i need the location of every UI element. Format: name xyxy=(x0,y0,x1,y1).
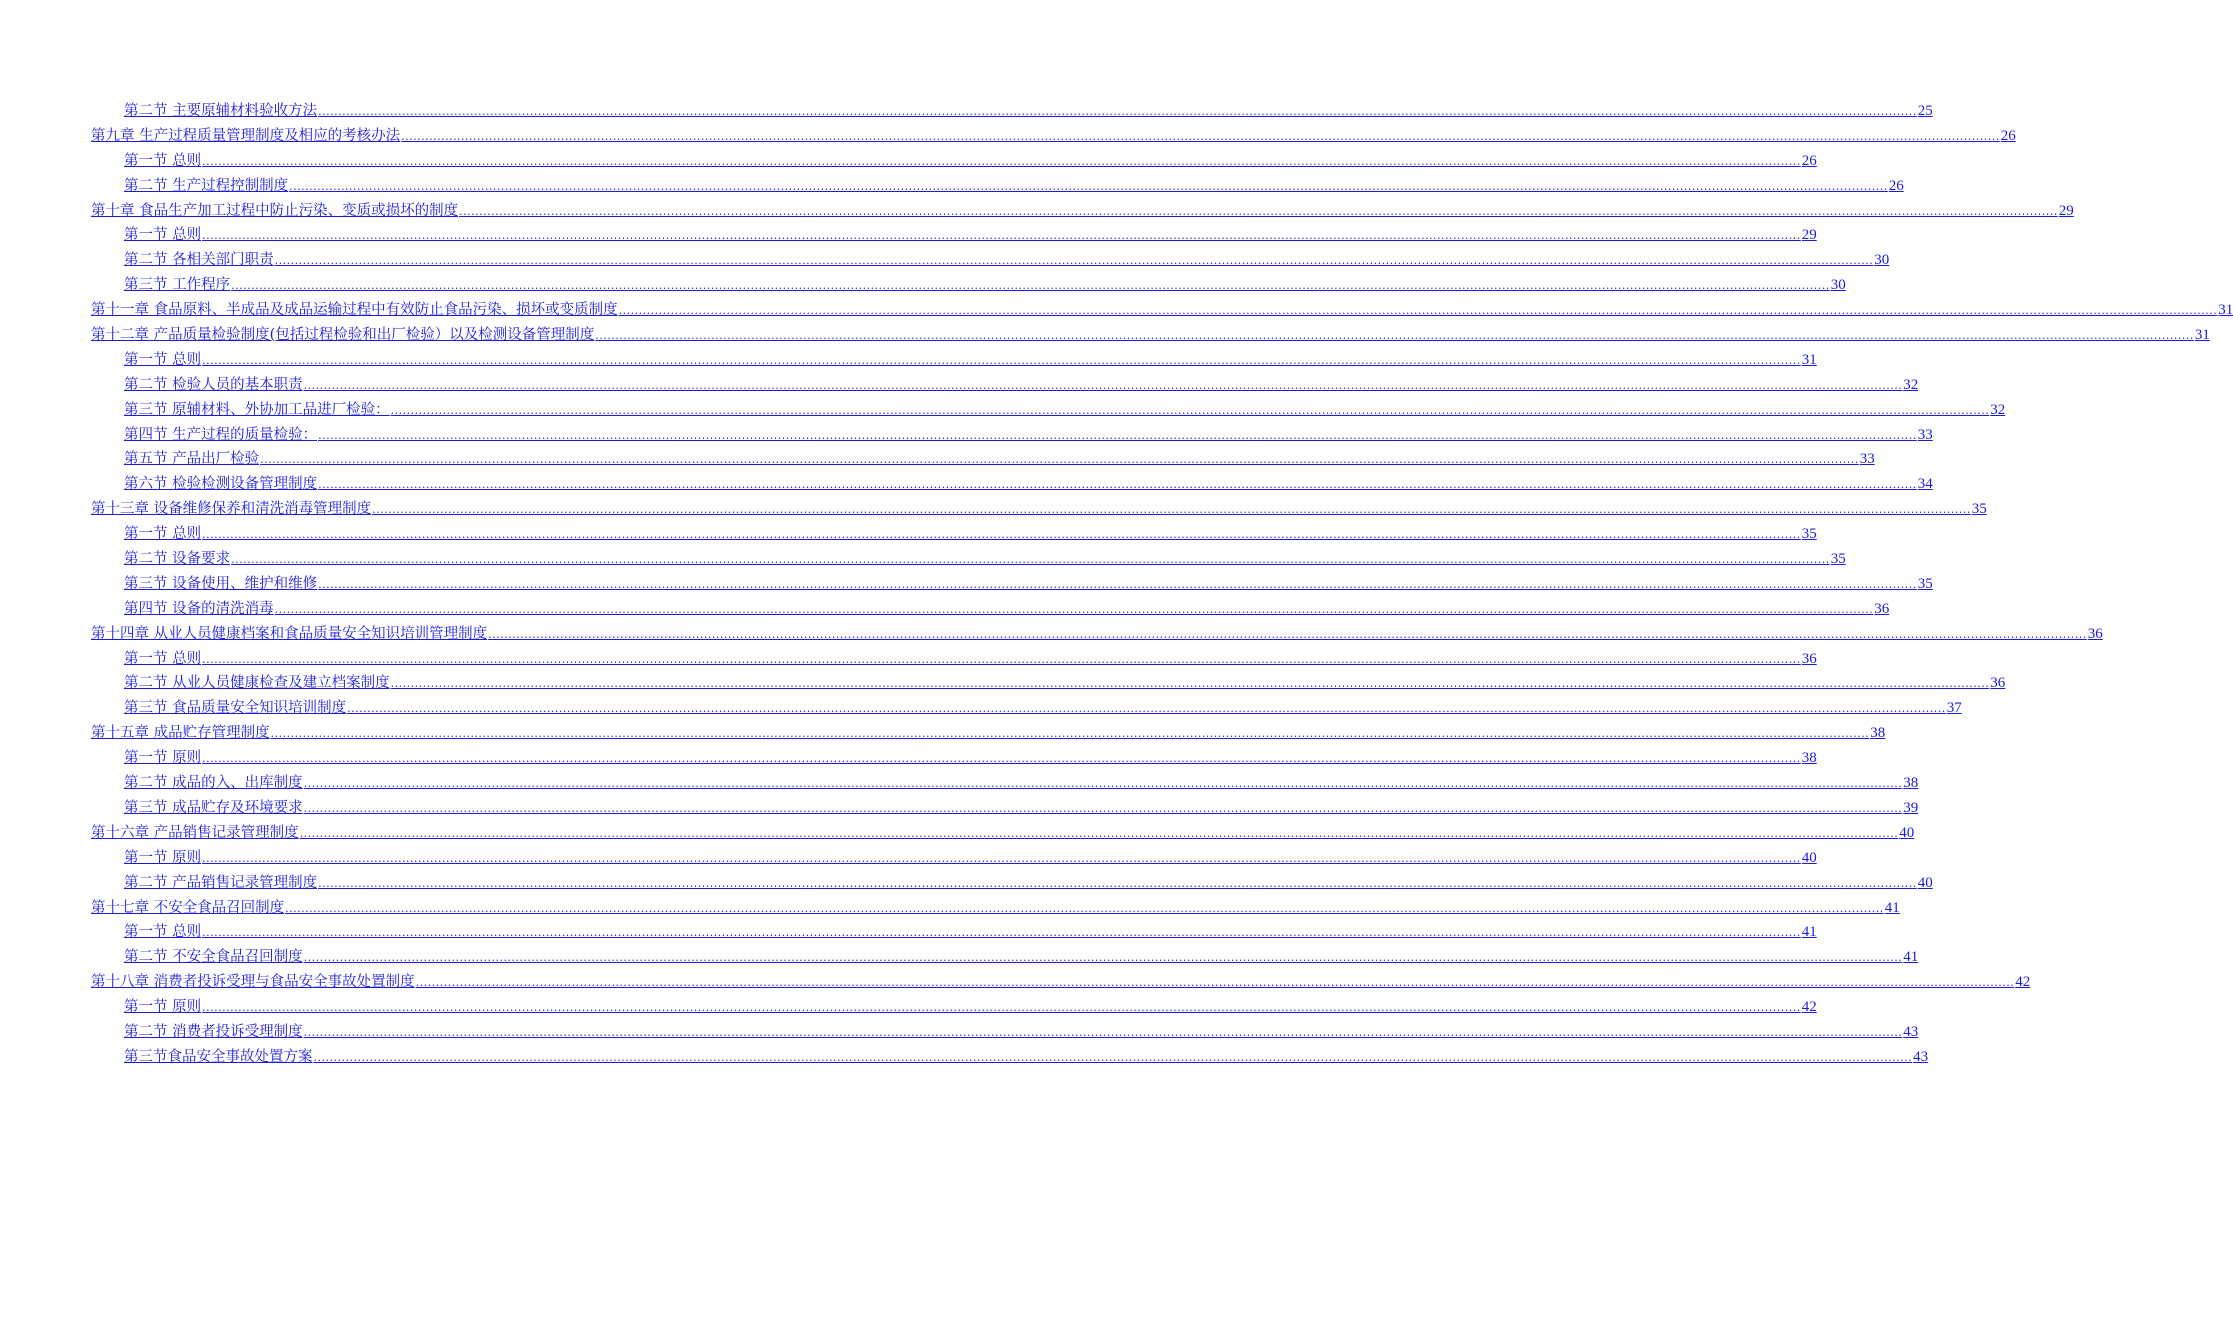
toc-dot-leader: ................................................................................................................................................................................................................................................................................................................................................................................................................ xyxy=(459,204,2058,218)
toc-page-number: 33 xyxy=(1917,426,1933,443)
toc-section-link[interactable] xyxy=(91,871,1933,896)
toc-dot-leader: ................................................................................................................................................................................................................................................................................................................................................................................................................ xyxy=(318,105,1917,118)
toc-page-number: 36 xyxy=(1801,650,1817,667)
toc-entry-title: 第十七章 不安全食品召回制度 xyxy=(91,899,285,916)
toc-dot-leader: ................................................................................................................................................................................................................................................................................................................................................................................................................ xyxy=(415,976,2015,990)
toc-dot-leader: ................................................................................................................................................................................................................................................................................................................................................................................................................ xyxy=(303,777,1903,791)
toc-section-link[interactable] xyxy=(91,746,1817,771)
toc-entry-title: 第三节 工作程序 xyxy=(124,277,231,294)
toc-dot-leader: ................................................................................................................................................................................................................................................................................................................................................................................................................ xyxy=(202,528,1801,542)
toc-section-link[interactable] xyxy=(91,1020,1919,1045)
toc-section-link[interactable] xyxy=(91,1045,1929,1070)
toc-entry-title: 第二节 各相关部门职责 xyxy=(124,252,274,269)
toc-section-link[interactable] xyxy=(91,99,1933,124)
toc-page-number: 35 xyxy=(1830,551,1846,568)
toc-entry-title: 第五节 产品出厂检验 xyxy=(124,451,260,468)
toc-page-number: 40 xyxy=(1917,874,1933,891)
toc-dot-leader: ................................................................................................................................................................................................................................................................................................................................................................................................................ xyxy=(202,851,1801,865)
toc-dot-leader: ................................................................................................................................................................................................................................................................................................................................................................................................................ xyxy=(231,279,1830,293)
toc-page-number: 26 xyxy=(2000,127,2016,144)
toc-dot-leader: ................................................................................................................................................................................................................................................................................................................................................................................................................ xyxy=(202,752,1801,766)
toc-chapter-link[interactable] xyxy=(91,622,2103,647)
toc-entry-title: 第十三章 设备维修保养和清洗消毒管理制度 xyxy=(91,501,372,518)
toc-section-link[interactable] xyxy=(91,920,1817,945)
toc-entry-title: 第一节 总则 xyxy=(124,526,202,543)
toc-chapter-link[interactable] xyxy=(91,298,2233,323)
toc-entry-title: 第十一章 食品原料、半成品及成品运输过程中有效防止食品污染、损坏或变质制度 xyxy=(91,302,618,319)
toc-dot-leader: ................................................................................................................................................................................................................................................................................................................................................................................................................ xyxy=(260,453,1859,467)
toc-dot-leader: ................................................................................................................................................................................................................................................................................................................................................................................................................ xyxy=(488,627,2087,641)
toc-section-link[interactable] xyxy=(91,547,1846,572)
toc-dot-leader: ................................................................................................................................................................................................................................................................................................................................................................................................................ xyxy=(372,503,1971,517)
toc-entry-title: 第二节 从业人员健康检查及建立档案制度 xyxy=(124,675,390,692)
toc-entry-title: 第二节 检验人员的基本职责 xyxy=(124,376,303,393)
toc-entry-title: 第十章 食品生产加工过程中防止污染、变质或损坏的制度 xyxy=(91,202,459,219)
toc-section-link[interactable] xyxy=(91,572,1933,597)
toc-section-link[interactable] xyxy=(91,447,1875,472)
toc-dot-leader: ................................................................................................................................................................................................................................................................................................................................................................................................................ xyxy=(318,428,1917,442)
toc-dot-leader: ................................................................................................................................................................................................................................................................................................................................................................................................................ xyxy=(390,403,1990,417)
toc-entry-title: 第十四章 从业人员健康档案和食品质量安全知识培训管理制度 xyxy=(91,625,488,642)
toc-entry-title: 第十五章 成品贮存管理制度 xyxy=(91,725,270,742)
toc-dot-leader: ................................................................................................................................................................................................................................................................................................................................................................................................................ xyxy=(202,353,1801,367)
toc-page-number: 37 xyxy=(1946,700,1962,717)
toc-page-number: 33 xyxy=(1859,451,1875,468)
toc-section-link[interactable] xyxy=(91,647,1817,672)
toc-dot-leader: ................................................................................................................................................................................................................................................................................................................................................................................................................ xyxy=(318,478,1917,492)
toc-page-number: 34 xyxy=(1917,476,1933,493)
toc-section-link[interactable] xyxy=(91,597,1890,622)
toc-page-number: 36 xyxy=(1990,675,2006,692)
toc-chapter-link[interactable] xyxy=(91,970,2031,995)
toc-entry-title: 第二节 生产过程控制制度 xyxy=(124,177,289,194)
toc-entry-title: 第四节 设备的清洗消毒 xyxy=(124,600,274,617)
toc-section-link[interactable] xyxy=(91,423,1933,448)
toc-dot-leader: ................................................................................................................................................................................................................................................................................................................................................................................................................ xyxy=(390,677,1990,691)
toc-page-number: 35 xyxy=(1801,526,1817,543)
toc-page-number: 42 xyxy=(2015,974,2031,991)
toc-section-link[interactable] xyxy=(91,995,1817,1020)
toc-dot-leader: ................................................................................................................................................................................................................................................................................................................................................................................................................ xyxy=(303,801,1903,815)
toc-page-number: 35 xyxy=(1917,575,1933,592)
toc-page-number: 43 xyxy=(1903,1023,1919,1040)
toc-section-link[interactable] xyxy=(91,398,2006,423)
toc-page-number: 26 xyxy=(1888,177,1904,194)
toc-dot-leader: ................................................................................................................................................................................................................................................................................................................................................................................................................ xyxy=(202,926,1801,940)
toc-page-number: 35 xyxy=(1971,501,1987,518)
toc-dot-leader: ................................................................................................................................................................................................................................................................................................................................................................................................................ xyxy=(202,652,1801,666)
toc-section-link[interactable] xyxy=(91,846,1817,871)
toc-chapter-link[interactable] xyxy=(91,896,1900,921)
toc-entry-title: 第十二章 产品质量检验制度(包括过程检验和出厂检验）以及检测设备管理制度 xyxy=(91,327,595,344)
toc-entry-title: 第三节食品安全事故处置方案 xyxy=(124,1048,313,1065)
toc-entry-title: 第一节 原则 xyxy=(124,849,202,866)
toc-entry-title: 第六节 检验检测设备管理制度 xyxy=(124,476,318,493)
toc-dot-leader: ................................................................................................................................................................................................................................................................................................................................................................................................................ xyxy=(202,154,1801,168)
toc-dot-leader: ................................................................................................................................................................................................................................................................................................................................................................................................................ xyxy=(202,229,1801,243)
toc-dot-leader: ................................................................................................................................................................................................................................................................................................................................................................................................................ xyxy=(318,876,1917,890)
toc-entry-title: 第二节 消费者投诉受理制度 xyxy=(124,1023,303,1040)
toc-page-number: 31 xyxy=(2194,327,2210,344)
toc-section-link[interactable] xyxy=(91,223,1817,248)
toc-page-number: 36 xyxy=(2087,625,2103,642)
toc-page-number: 32 xyxy=(1990,401,2006,418)
toc-page-number: 36 xyxy=(1874,600,1890,617)
toc-entry-title: 第二节 设备要求 xyxy=(124,551,231,568)
toc-entry-title: 第十六章 产品销售记录管理制度 xyxy=(91,824,299,841)
toc-page-number: 30 xyxy=(1874,252,1890,269)
toc-dot-leader: ................................................................................................................................................................................................................................................................................................................................................................................................................ xyxy=(318,577,1917,591)
toc-page-number: 30 xyxy=(1830,277,1846,294)
toc-page-number: 41 xyxy=(1903,949,1919,966)
toc-entry-title: 第一节 总则 xyxy=(124,924,202,941)
toc-dot-leader: ................................................................................................................................................................................................................................................................................................................................................................................................................ xyxy=(303,951,1903,965)
toc-section-link[interactable] xyxy=(91,348,1817,373)
toc-dot-leader: ................................................................................................................................................................................................................................................................................................................................................................................................................ xyxy=(299,826,1899,840)
toc-entry-title: 第三节 原辅材料、外协加工品进厂检验： xyxy=(124,401,390,418)
toc-entry-title: 第四节 生产过程的质量检验： xyxy=(124,426,318,443)
toc-section-link[interactable] xyxy=(91,771,1919,796)
toc-dot-leader: ................................................................................................................................................................................................................................................................................................................................................................................................................ xyxy=(313,1050,1913,1064)
toc-section-link[interactable] xyxy=(91,472,1933,497)
toc-dot-leader: ................................................................................................................................................................................................................................................................................................................................................................................................................ xyxy=(270,727,1870,741)
toc-entry-title: 第一节 总则 xyxy=(124,650,202,667)
toc-chapter-link[interactable] xyxy=(91,821,1915,846)
toc-page-number: 38 xyxy=(1870,725,1886,742)
toc-entry-title: 第一节 总则 xyxy=(124,351,202,368)
toc-entry-title: 第一节 原则 xyxy=(124,999,202,1016)
toc-dot-leader: ................................................................................................................................................................................................................................................................................................................................................................................................................ xyxy=(231,553,1830,567)
toc-entry-title: 第九章 生产过程质量管理制度及相应的考核办法 xyxy=(91,127,401,144)
toc-dot-leader: ................................................................................................................................................................................................................................................................................................................................................................................................................ xyxy=(595,329,2194,343)
toc-entry-title: 第二节 主要原辅材料验收方法 xyxy=(124,103,318,119)
toc-dot-leader: ................................................................................................................................................................................................................................................................................................................................................................................................................ xyxy=(618,304,2218,318)
toc-page-number: 31 xyxy=(2218,302,2233,319)
toc-section-link[interactable] xyxy=(91,671,2006,696)
toc-entry-title: 第二节 不安全食品召回制度 xyxy=(124,949,303,966)
toc-page-number: 29 xyxy=(2058,202,2074,219)
toc-chapter-link[interactable] xyxy=(91,721,1886,746)
toc-section-link[interactable] xyxy=(91,248,1890,273)
toc-dot-leader: ................................................................................................................................................................................................................................................................................................................................................................................................................ xyxy=(303,1025,1903,1039)
toc-page-number: 42 xyxy=(1801,999,1817,1016)
toc-section-link[interactable] xyxy=(91,945,1919,970)
toc-entry-title: 第一节 总则 xyxy=(124,227,202,244)
toc-page-number: 38 xyxy=(1903,775,1919,792)
toc-entry-title: 第三节 食品质量安全知识培训制度 xyxy=(124,700,347,717)
toc-page-number: 40 xyxy=(1899,824,1915,841)
toc-section-link[interactable] xyxy=(91,149,1817,174)
toc-entry-title: 第一节 原则 xyxy=(124,750,202,767)
toc-entry-title: 第三节 成品贮存及环境要求 xyxy=(124,799,303,816)
toc-chapter-link[interactable] xyxy=(91,497,1987,522)
toc-section-link[interactable] xyxy=(91,273,1846,298)
toc-page-number: 26 xyxy=(1801,152,1817,169)
toc-entry-title: 第二节 产品销售记录管理制度 xyxy=(124,874,318,891)
toc-chapter-link[interactable] xyxy=(91,124,2016,149)
toc-page-number: 43 xyxy=(1913,1048,1929,1065)
toc-dot-leader: ................................................................................................................................................................................................................................................................................................................................................................................................................ xyxy=(303,378,1903,392)
toc-dot-leader: ................................................................................................................................................................................................................................................................................................................................................................................................................ xyxy=(347,702,1946,716)
toc-page-number: 38 xyxy=(1801,750,1817,767)
toc-chapter-link[interactable] xyxy=(91,199,2074,224)
toc-page-number: 39 xyxy=(1903,799,1919,816)
toc-page-number: 41 xyxy=(1884,899,1900,916)
toc-entry-title: 第二节 成品的入、出库制度 xyxy=(124,775,303,792)
toc-chapter-link[interactable] xyxy=(91,323,2210,348)
toc-section-link[interactable] xyxy=(91,522,1817,547)
toc-dot-leader: ................................................................................................................................................................................................................................................................................................................................................................................................................ xyxy=(274,602,1874,616)
table-of-contents xyxy=(91,99,2233,1070)
toc-section-link[interactable] xyxy=(91,796,1919,821)
toc-dot-leader: ................................................................................................................................................................................................................................................................................................................................................................................................................ xyxy=(202,1001,1801,1015)
toc-dot-leader: ................................................................................................................................................................................................................................................................................................................................................................................................................ xyxy=(401,129,2000,143)
toc-page-number: 32 xyxy=(1903,376,1919,393)
toc-section-link[interactable] xyxy=(91,174,1904,199)
toc-dot-leader: ................................................................................................................................................................................................................................................................................................................................................................................................................ xyxy=(289,179,1888,193)
toc-entry-title: 第三节 设备使用、维护和维修 xyxy=(124,575,318,592)
toc-entry-title: 第一节 总则 xyxy=(124,152,202,169)
toc-page-number: 29 xyxy=(1801,227,1817,244)
toc-page-number: 31 xyxy=(1801,351,1817,368)
toc-dot-leader: ................................................................................................................................................................................................................................................................................................................................................................................................................ xyxy=(274,254,1874,268)
toc-page-number: 41 xyxy=(1801,924,1817,941)
toc-page-number: 40 xyxy=(1801,849,1817,866)
toc-entry-title: 第十八章 消费者投诉受理与食品安全事故处置制度 xyxy=(91,974,415,991)
toc-dot-leader: ................................................................................................................................................................................................................................................................................................................................................................................................................ xyxy=(285,901,1884,915)
toc-section-link[interactable] xyxy=(91,373,1919,398)
toc-section-link[interactable] xyxy=(91,696,1962,721)
toc-page-number: 25 xyxy=(1917,103,1933,119)
